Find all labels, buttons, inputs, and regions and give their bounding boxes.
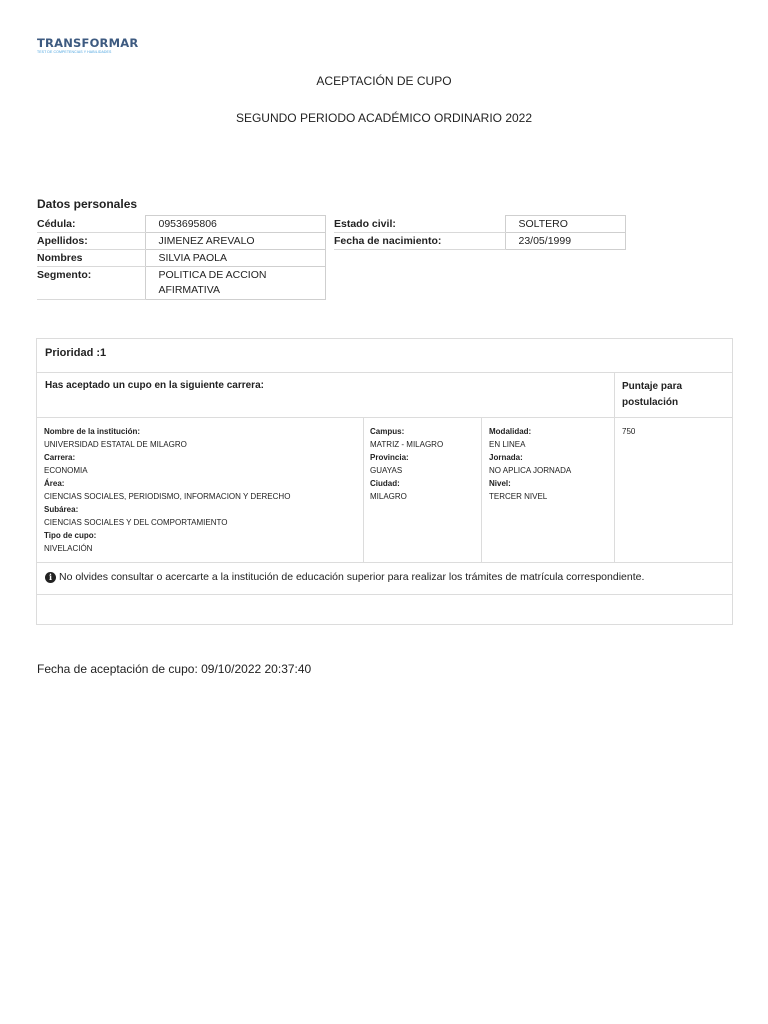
schedule-value: NO APLICA JORNADA [489,466,572,475]
personal-data-table-right [334,215,626,250]
table-row [334,233,625,250]
nombres-label: Nombres [37,250,145,267]
campus-column [370,425,443,503]
accepted-text: Has aceptado un cupo en la siguiente carrera: [45,380,264,391]
nombres-value: SILVIA PAOLA [145,250,325,267]
quota-type-label: Tipo de cupo: [44,531,97,540]
apellidos-label: Apellidos: [37,233,145,250]
province-label: Provincia: [370,453,409,462]
table-row [37,233,325,250]
career-label: Carrera: [44,453,76,462]
score-value: 750 [622,427,636,436]
level-label: Nivel: [489,479,511,488]
table-row [37,267,325,300]
estado-civil-value: SOLTERO [505,216,625,233]
campus-label: Campus: [370,427,405,436]
subarea-value: CIENCIAS SOCIALES Y DEL COMPORTAMIENTO [44,518,228,527]
quota-type-value: NIVELACIÓN [44,544,93,553]
table-row [37,250,325,267]
segmento-value: POLITICA DE ACCION AFIRMATIVA [145,267,325,300]
column-divider [614,418,615,562]
career-value: ECONOMIA [44,466,88,475]
institution-value: UNIVERSIDAD ESTATAL DE MILAGRO [44,440,187,449]
campus-value: MATRIZ - MILAGRO [370,440,444,449]
quota-card [36,338,733,625]
fecha-nacimiento-label: Fecha de nacimiento: [334,233,505,250]
column-divider [363,418,364,562]
priority-label: Prioridad :1 [45,347,107,359]
segmento-label: Segmento: [37,267,145,300]
schedule-label: Jornada: [489,453,523,462]
career-header-row [37,373,732,418]
notice-text: No olvides consultar o acercarte a la institución de educación superior para realizar los trámites de matrícula correspondiente. [59,571,645,583]
estado-civil-label: Estado civil: [334,216,505,233]
column-divider [481,418,482,562]
personal-data-heading: Datos personales [37,197,138,211]
notice [45,571,644,583]
info-circle-icon: i [45,572,56,583]
apellidos-value: JIMENEZ AREVALO [145,233,325,250]
modality-column [489,425,571,503]
city-label: Ciudad: [370,479,400,488]
modality-value: EN LINEA [489,440,526,449]
table-row [37,216,325,233]
level-value: TERCER NIVEL [489,492,548,501]
institution-label: Nombre de la institución: [44,427,141,436]
subarea-label: Subárea: [44,505,79,514]
notice-row [37,563,732,595]
area-value: CIENCIAS SOCIALES, PERIODISMO, INFORMACION Y DERECHO [44,492,291,501]
score-header: Puntaje para postulación [622,381,683,408]
period-title: SEGUNDO PERIODO ACADÉMICO ORDINARIO 2022 [235,111,533,125]
document-title: ACEPTACIÓN DE CUPO [316,74,452,88]
cedula-label: Cédula: [37,216,145,233]
institution-column [44,425,290,555]
score-column [622,425,635,438]
column-divider [614,373,615,417]
logo-name: TRANSFORMAR [37,36,139,50]
table-row [334,216,625,233]
city-value: MILAGRO [370,492,407,501]
acceptance-date: Fecha de aceptación de cupo: 09/10/2022 20:37:40 [37,662,312,676]
personal-data-table-left [37,215,326,300]
logo-tagline: TEST DE COMPETENCIAS Y HABILIDADES [37,50,112,54]
fecha-nacimiento-value: 23/05/1999 [505,233,625,250]
priority-row [37,339,732,373]
transformar-logo [37,37,137,57]
empty-row [37,595,732,625]
area-label: Área: [44,479,65,488]
modality-label: Modalidad: [489,427,532,436]
province-value: GUAYAS [370,466,403,475]
career-details-row [37,418,732,563]
cedula-value: 0953695806 [145,216,325,233]
